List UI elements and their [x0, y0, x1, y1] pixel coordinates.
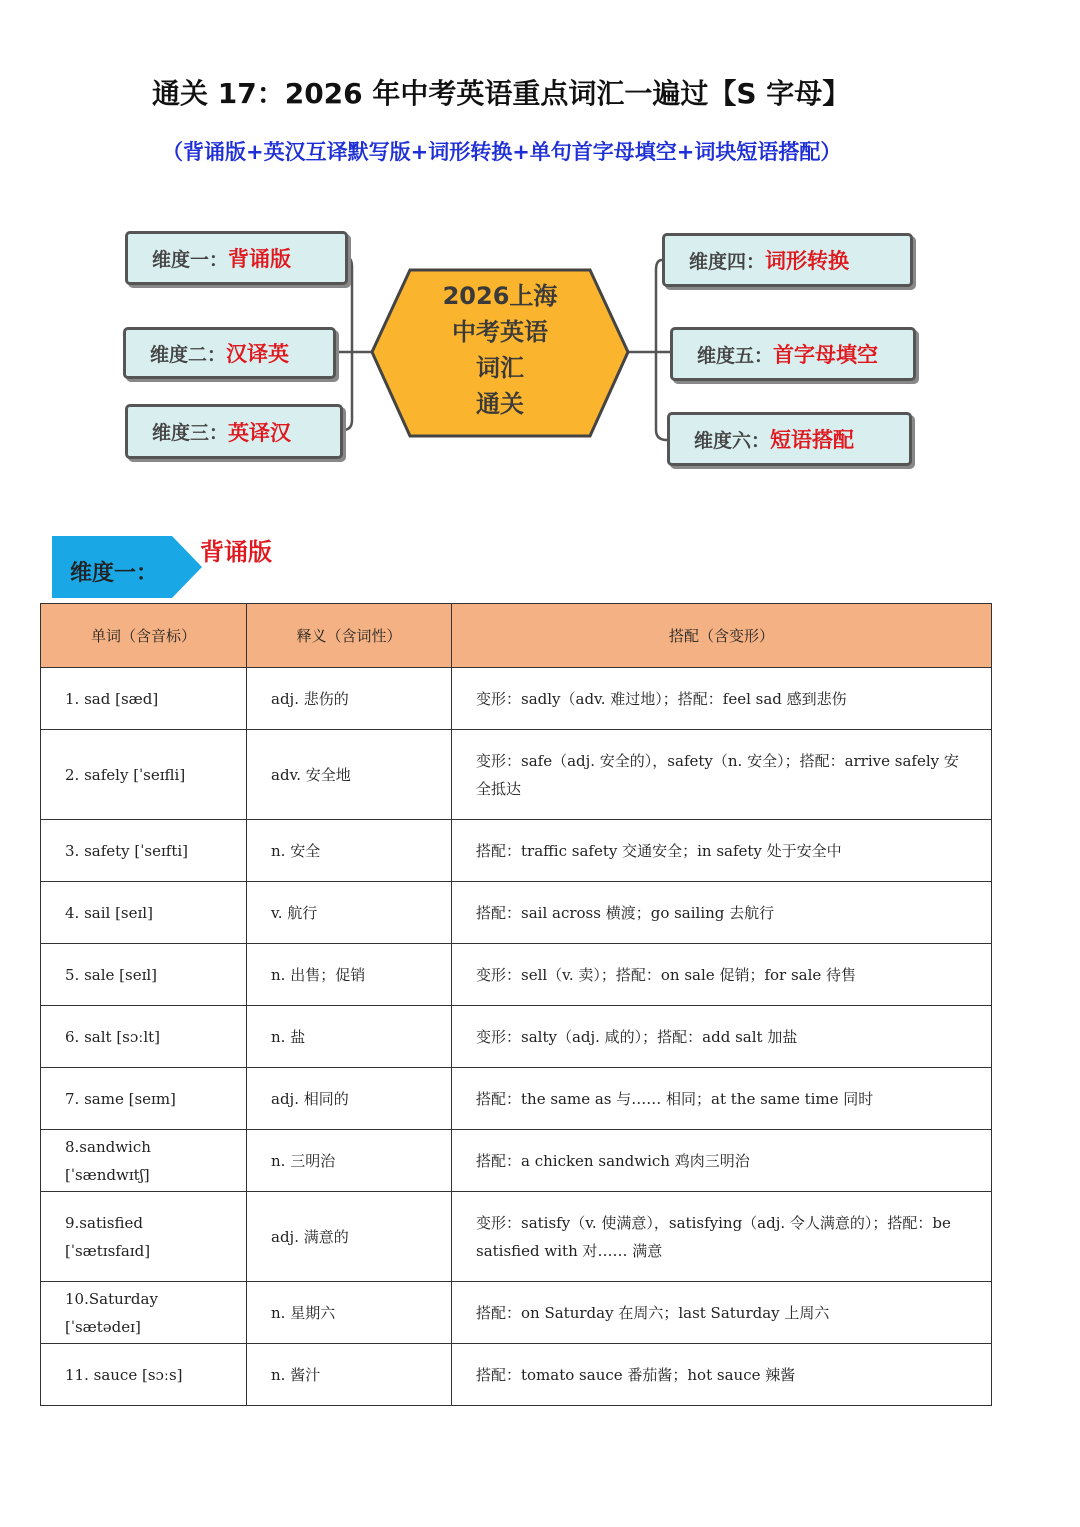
center-line: 通关: [476, 390, 524, 418]
cell-meaning: adj. 相同的: [247, 1068, 452, 1130]
vocab-table: [40, 603, 992, 1406]
table-row: [41, 882, 992, 944]
mindmap-node-dimension-3: [125, 404, 343, 459]
cell-usage: 变形：sadly（adv. 难过地）；搭配：feel sad 感到悲伤: [452, 668, 992, 730]
column-header-usage: 搭配（含变形）: [452, 604, 992, 668]
cell-word: 11. sauce [sɔːs]: [41, 1344, 247, 1406]
table-row: [41, 1006, 992, 1068]
node-label: 维度二：: [150, 343, 227, 366]
cell-usage: 变形：satisfy（v. 使满意），satisfying（adj. 令人满意的）；搭配：be satisfied with 对…… 满意: [452, 1192, 992, 1282]
cell-word: 8.sandwich [ˈsændwɪtʃ]: [41, 1130, 247, 1192]
cell-word: 3. safety [ˈseɪfti]: [41, 820, 247, 882]
table-row: [41, 820, 992, 882]
cell-usage: 搭配：a chicken sandwich 鸡肉三明治: [452, 1130, 992, 1192]
mindmap-node-dimension-5: [670, 327, 916, 381]
table-row: [41, 1282, 992, 1344]
cell-meaning: n. 星期六: [247, 1282, 452, 1344]
mindmap-node-dimension-4: [662, 233, 913, 287]
node-value: 汉译英: [226, 342, 290, 366]
node-label: 维度六：: [694, 429, 771, 452]
table-row: [41, 730, 992, 820]
cell-meaning: n. 三明治: [247, 1130, 452, 1192]
cell-word: 10.Saturday [ˈsætədeɪ]: [41, 1282, 247, 1344]
cell-usage: 搭配：the same as 与…… 相同；at the same time 同时: [452, 1068, 992, 1130]
mindmap-node-dimension-2: [123, 327, 336, 379]
table-row: [41, 1130, 992, 1192]
right-bracket: [656, 260, 667, 440]
cell-meaning: n. 出售；促销: [247, 944, 452, 1006]
cell-word: 5. sale [seɪl]: [41, 944, 247, 1006]
section-title: 背诵版: [200, 537, 272, 566]
node-value: 短语搭配: [770, 428, 855, 452]
page-title: 通关 17：2026 年中考英语重点词汇一遍过【S 字母】: [152, 77, 851, 110]
table-row: [41, 1068, 992, 1130]
center-line: 中考英语: [452, 318, 548, 346]
center-hexagon-text: [420, 278, 580, 422]
cell-word: 7. same [seɪm]: [41, 1068, 247, 1130]
node-value: 英译汉: [228, 420, 292, 445]
cell-word: 6. salt [sɔːlt]: [41, 1006, 247, 1068]
section-tag-label: 维度一：: [70, 560, 159, 586]
cell-word: 4. sail [seɪl]: [41, 882, 247, 944]
cell-meaning: n. 安全: [247, 820, 452, 882]
cell-meaning: n. 盐: [247, 1006, 452, 1068]
cell-meaning: adv. 安全地: [247, 730, 452, 820]
mindmap-node-dimension-6: [667, 412, 912, 466]
cell-meaning: n. 酱汁: [247, 1344, 452, 1406]
node-value: 词形转换: [765, 249, 850, 273]
node-label: 维度三：: [152, 422, 229, 444]
cell-meaning: adj. 满意的: [247, 1192, 452, 1282]
node-label: 维度五：: [697, 344, 774, 367]
table-row: [41, 1192, 992, 1282]
cell-usage: 变形：safe（adj. 安全的），safety（n. 安全）；搭配：arrive safely 安全抵达: [452, 730, 992, 820]
cell-meaning: adj. 悲伤的: [247, 668, 452, 730]
mindmap-node-dimension-1: [125, 231, 348, 285]
table-row: [41, 1344, 992, 1406]
node-label: 维度四：: [689, 250, 766, 273]
node-label: 维度一：: [152, 248, 229, 271]
center-line: 词汇: [476, 354, 524, 382]
cell-usage: 变形：sell（v. 卖）；搭配：on sale 促销；for sale 待售: [452, 944, 992, 1006]
cell-word: 9.satisfied [ˈsætɪsfaɪd]: [41, 1192, 247, 1282]
cell-usage: 变形：salty（adj. 咸的）；搭配：add salt 加盐: [452, 1006, 992, 1068]
cell-usage: 搭配：tomato sauce 番茄酱；hot sauce 辣酱: [452, 1344, 992, 1406]
node-value: 首字母填空: [773, 343, 879, 367]
center-line: 2026上海: [442, 282, 558, 310]
page-subtitle: （背诵版+英汉互译默写版+词形转换+单句首字母填空+词块短语搭配）: [162, 140, 842, 164]
cell-meaning: v. 航行: [247, 882, 452, 944]
table-header-row: [41, 604, 992, 668]
table-row: [41, 944, 992, 1006]
cell-word: 2. safely [ˈseɪfli]: [41, 730, 247, 820]
column-header-meaning: 释义（含词性）: [247, 604, 452, 668]
cell-usage: 搭配：traffic safety 交通安全；in safety 处于安全中: [452, 820, 992, 882]
table-row: [41, 668, 992, 730]
cell-usage: 搭配：on Saturday 在周六；last Saturday 上周六: [452, 1282, 992, 1344]
cell-usage: 搭配：sail across 横渡；go sailing 去航行: [452, 882, 992, 944]
column-header-word: 单词（含音标）: [41, 604, 247, 668]
cell-word: 1. sad [sæd]: [41, 668, 247, 730]
node-value: 背诵版: [228, 247, 292, 271]
